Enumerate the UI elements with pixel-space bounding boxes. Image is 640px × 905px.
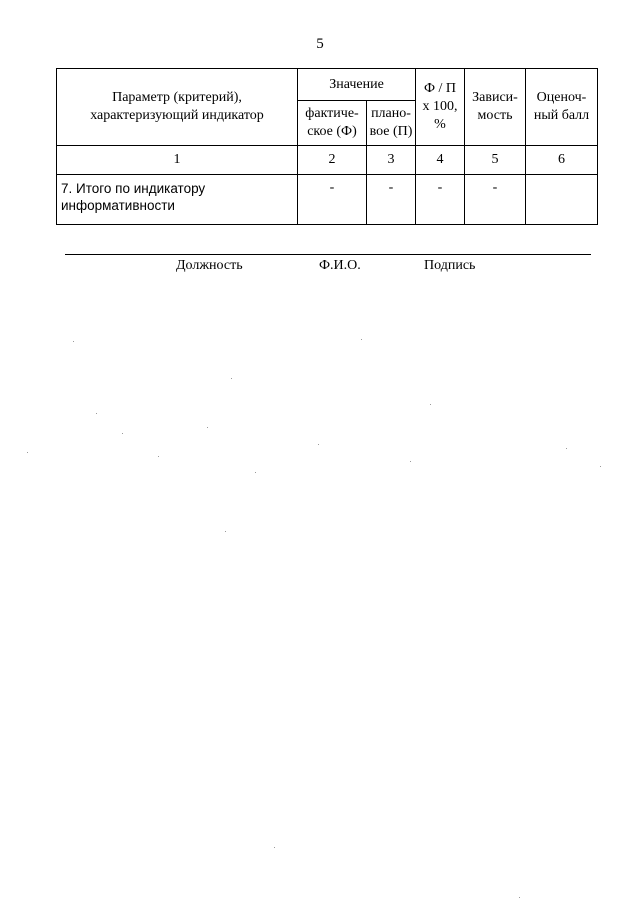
header-parameter-line2: характеризующий индикатор <box>90 108 264 123</box>
header-planned-line2: вое (П) <box>369 124 413 139</box>
header-dependency-line2: мость <box>477 108 513 123</box>
header-dependency-line1: Зависи- <box>472 90 518 105</box>
column-number: 1 <box>57 146 298 175</box>
signature-rule <box>65 254 591 255</box>
header-planned <box>367 101 416 146</box>
header-score <box>526 69 598 146</box>
header-ratio <box>416 69 465 146</box>
page-number: 5 <box>316 36 324 52</box>
cell-score <box>526 175 598 225</box>
header-actual <box>298 101 367 146</box>
cell-planned: - <box>367 175 416 225</box>
header-actual-line1: фактиче- <box>305 106 359 121</box>
header-score-line2: ный балл <box>533 108 590 123</box>
signature-label: Подпись <box>424 258 476 273</box>
header-actual-line2: ское (Ф) <box>307 124 357 139</box>
column-number: 5 <box>465 146 526 175</box>
row-label <box>57 175 298 225</box>
header-ratio-line3: % <box>434 117 446 132</box>
header-parameter <box>57 69 298 146</box>
header-score-line1: Оценоч- <box>536 90 587 105</box>
header-planned-line1: плано- <box>371 106 411 121</box>
cell-ratio: - <box>416 175 465 225</box>
header-value-group: Значение <box>298 69 416 101</box>
header-dependency <box>465 69 526 146</box>
cell-dependency: - <box>465 175 526 225</box>
header-ratio-line1: Ф / П <box>423 81 457 96</box>
signature-position-label: Должность <box>176 258 243 273</box>
cell-actual: - <box>298 175 367 225</box>
column-number: 2 <box>298 146 367 175</box>
column-number-row <box>57 146 598 175</box>
header-parameter-line1: Параметр (критерий), <box>112 90 242 105</box>
column-number: 3 <box>367 146 416 175</box>
header-ratio-line2: х 100, <box>422 99 458 114</box>
column-number: 4 <box>416 146 465 175</box>
row-label-line1: 7. Итого по индикатору <box>61 181 206 196</box>
signature-name-label: Ф.И.О. <box>319 258 361 273</box>
column-number: 6 <box>526 146 598 175</box>
row-label-line2: информативности <box>61 198 175 213</box>
table-row <box>57 175 598 225</box>
indicator-table <box>56 68 598 225</box>
